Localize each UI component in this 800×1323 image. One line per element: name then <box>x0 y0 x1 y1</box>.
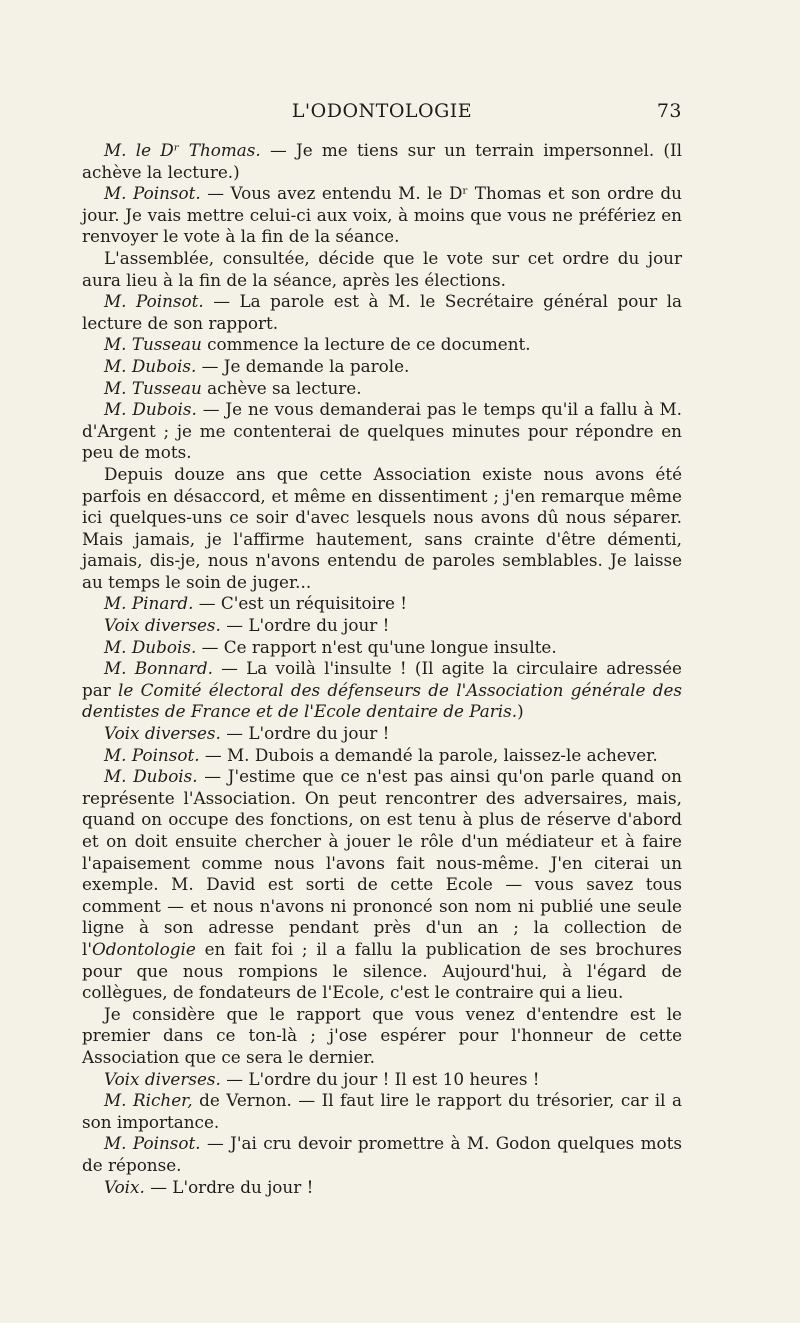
paragraph-21 <box>82 1177 682 1199</box>
paragraph-text: — L'ordre du jour ! <box>220 615 390 636</box>
journal-title: L'ODONTOLOGIE <box>291 100 473 122</box>
speaker: Voix diverses. <box>104 723 221 744</box>
speaker: M. Poinsot. <box>104 1133 201 1154</box>
speaker: M. le Dʳ Thomas. <box>104 140 261 160</box>
page-number: 73 <box>656 100 682 122</box>
paragraph-6 <box>82 356 682 378</box>
paragraph-text: — J'ai cru devoir promettre à M. Godon quelques mots de réponse. <box>82 1133 682 1175</box>
paragraph-text: — L'ordre du jour ! Il est 10 heures ! <box>220 1068 540 1089</box>
speaker: M. Poinsot. <box>104 291 204 312</box>
committee-name: le Comité électoral des défenseurs de l'Association générale des dentistes de France et de l'Ecole dentaire de Paris. <box>82 679 682 722</box>
paragraph-text: L'assemblée, consultée, décide que le vote sur cet ordre du jour aura lieu à la fin de la séance, après les élections. <box>82 247 682 290</box>
speaker: M. Dubois. <box>104 636 197 657</box>
speaker: Voix. <box>104 1176 145 1197</box>
paragraph-13 <box>82 658 682 723</box>
paragraph-text: de Vernon. — Il faut lire le rapport du trésorier, car il a son importance. <box>82 1090 682 1132</box>
paragraph-text: — L'ordre du jour ! <box>144 1176 314 1197</box>
paragraph-tail: ) <box>517 701 524 722</box>
paragraph-text: Depuis douze ans que cette Association existe nous avons été parfois en désaccord, et même en dissentiment ; j'en remarque même ici quelques-uns ce soir d'avec lesquels nous avons dû nous séparer. Mais jamais, je l'affirme hautement, sans crainte d'être démenti, jamais, dis-je, nous n'avons entendu de paroles semblables. Je laisse au temps le soin de juger... <box>82 463 682 592</box>
speaker: M. Tusseau <box>104 377 202 398</box>
paragraph-text: — M. Dubois a demandé la parole, laissez-le achever. <box>199 744 658 765</box>
paragraph-20 <box>82 1133 682 1176</box>
paragraph-tail: en fait foi ; il a fallu la publication de ses brochures pour que nous rompions le silence. Aujourd'hui, à l'égard de collègues, de fondateurs de l'Ecole, c'est le contraire qui a lieu. <box>82 938 682 1003</box>
speaker: M. Dubois. <box>104 355 197 376</box>
paragraph-text: commence la lecture de ce document. <box>201 334 531 355</box>
speaker: M. Pinard. <box>104 593 194 614</box>
paragraph-11 <box>82 615 682 637</box>
speaker: M. Dubois. <box>104 766 198 787</box>
speaker: M. Poinsot. <box>104 183 201 204</box>
paragraph-7 <box>82 378 682 400</box>
speaker: M. Tusseau <box>104 334 202 355</box>
speaker: M. Bonnard. <box>104 658 213 679</box>
paragraph-text: — Je demande la parole. <box>196 355 410 376</box>
speaker: M. Dubois. <box>104 399 197 420</box>
journal-name: Odontologie <box>91 938 196 959</box>
paragraph-text: — Vous avez entendu M. le Dʳ Thomas et son ordre du jour. Je vais mettre celui-ci aux voix, à moins que vous ne préfériez en renvoyer le vote à la fin de la séance. <box>82 183 682 247</box>
paragraph-15 <box>82 745 682 767</box>
paragraph-text: — J'estime que ce n'est pas ainsi qu'on parle quand on représente l'Association. On peut rencontrer des adversaires, mais, quand on occupe des fonctions, on est tenu à plus de réserve d'abord et on doit ensuite chercher à jouer le rôle d'un médiateur et à faire l'apaisement comme nous l'avons fait nous-même. J'en citerai un exemple. M. David est sorti de cette Ecole — vous savez tous comment — et nous n'avons ni prononcé son nom ni publié une seule ligne à son adresse pendant près d'un an ; la collection de l' <box>82 766 682 959</box>
paragraph-4 <box>82 291 682 334</box>
running-header <box>82 100 682 130</box>
paragraph-3 <box>82 248 682 291</box>
speaker: M. Poinsot. <box>104 744 200 765</box>
paragraph-text: — Ce rapport n'est qu'une longue insulte. <box>196 636 557 657</box>
paragraph-12 <box>82 637 682 659</box>
paragraph-14 <box>82 723 682 745</box>
speaker: Voix diverses. <box>104 615 221 636</box>
speaker: M. Richer, <box>104 1090 193 1111</box>
paragraph-8 <box>82 399 682 464</box>
paragraph-5 <box>82 334 682 356</box>
paragraph-text: Je considère que le rapport que vous venez d'entendre est le premier dans ce ton-là ; j'ose espérer pour l'honneur de cette Association que ce sera le dernier. <box>82 1003 682 1067</box>
paragraph-10 <box>82 593 682 615</box>
paragraph-text: — La parole est à M. le Secrétaire général pour la lecture de son rapport. <box>82 291 682 333</box>
paragraph-19 <box>82 1090 682 1133</box>
speaker: Voix diverses. <box>104 1068 221 1089</box>
paragraph-16 <box>82 766 682 1004</box>
paragraph-17 <box>82 1004 682 1069</box>
paragraph-9 <box>82 464 682 594</box>
paragraph-text: — La voilà l'insulte ! (Il agite la circulaire adressée par <box>82 658 682 700</box>
paragraph-text: achève sa lecture. <box>201 377 362 398</box>
paragraph-18 <box>82 1069 682 1091</box>
paragraph-1 <box>82 140 682 183</box>
paragraph-text: — Je ne vous demanderai pas le temps qu'il a fallu à M. d'Argent ; je me contenterai de quelques minutes pour répondre en peu de mots. <box>82 399 682 463</box>
paragraph-text: — C'est un réquisitoire ! <box>193 593 407 614</box>
paragraph-2 <box>82 183 682 248</box>
paragraph-text: — Je me tiens sur un terrain impersonnel. (Il achève la lecture.) <box>82 140 682 182</box>
page-body <box>82 140 682 1198</box>
paragraph-text: — L'ordre du jour ! <box>220 723 390 744</box>
